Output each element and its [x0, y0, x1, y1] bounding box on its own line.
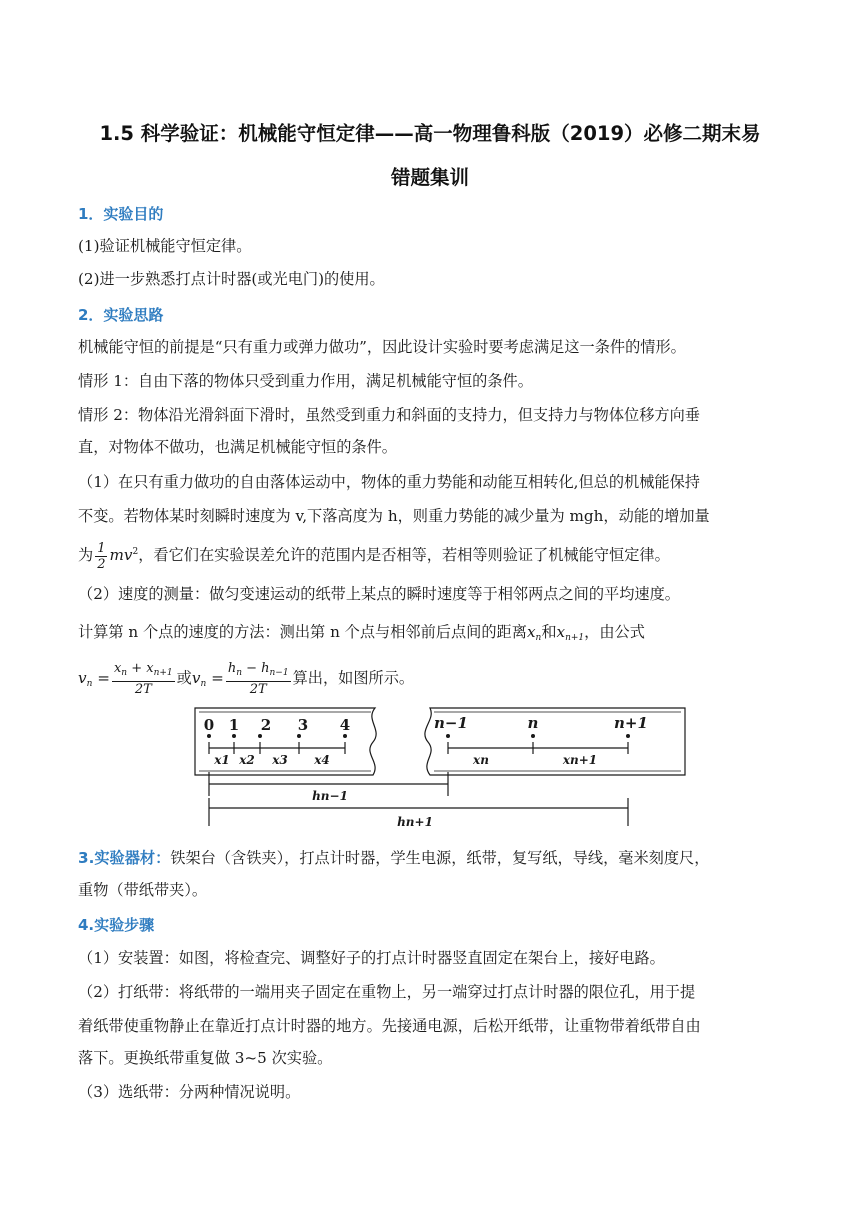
dot-label-2: 2 — [260, 716, 272, 734]
segment-label-x3: x3 — [272, 753, 288, 767]
dot-label-n-plus-1: n+1 — [614, 714, 648, 732]
xn-symbol: $x_n$ — [526, 623, 542, 643]
velocity-formula-line: $v_n$ = $\frac{x_n + x_{n+1}}{2T}$ 或$v_n$ = $\frac{h_n - h_{n-1}}{2T}$ 算出，如图所示。 — [78, 661, 415, 697]
segment-label-x4: x4 — [314, 753, 330, 767]
step-1-text: （1）安装置：如图，将检查完、调整好子的打点计时器竖直固定在架台上，接好电路。 — [78, 949, 665, 967]
section-3-heading: 3.实验器材： — [78, 849, 171, 867]
height-label-h-minus: hn−1 — [312, 789, 348, 803]
step-2-text-continued: 着纸带使重物静止在靠近打点计时器的地方。先接通电源，后松开纸带，让重物带着纸带自由 — [78, 1017, 701, 1035]
section-2-heading: 2．实验思路 — [78, 306, 164, 324]
section-3-line — [78, 848, 709, 868]
velocity-method-suffix: ，由公式 — [584, 623, 645, 641]
vn-formula-1: $v_n$ = — [78, 669, 110, 689]
case-2-text-continued: 直，对物体不做功，也满足机械能守恒的条件。 — [78, 438, 397, 456]
page-title-continued: 错题集训 — [390, 166, 469, 189]
dot-label-1: 1 — [228, 716, 240, 734]
formula-suffix: 算出，如图所示。 — [292, 669, 415, 687]
case-1-text: 情形 1：自由下落的物体只受到重力作用，满足机械能守恒的条件。 — [78, 372, 533, 390]
tape-dots — [207, 734, 630, 738]
velocity-measurement-text: （2）速度的测量：做匀变速运动的纸带上某点的瞬时速度等于相邻两点之间的平均速度。 — [78, 585, 680, 603]
kinetic-energy-line: 为 $\frac{1}{2}$ $mv^2$，看它们在实验误差允许的范围内是否相等，若相等则验证了机械能守恒定律。 — [78, 540, 670, 572]
step-3-text: （3）选纸带：分两种情况说明。 — [78, 1083, 301, 1101]
section-4-heading: 4.实验步骤 — [78, 916, 155, 934]
segment-label-x2: x2 — [239, 753, 255, 767]
dot-label-0: 0 — [203, 716, 215, 734]
section-1-item-1: (1)验证机械能守恒定律。 — [78, 237, 252, 255]
page-title: 1.5 科学验证：机械能守恒定律——高一物理鲁科版（2019）必修二期末易 — [99, 122, 761, 145]
segment-label-xn1: xn+1 — [562, 753, 598, 767]
case-2-text: 情形 2：物体沿光滑斜面下滑时，虽然受到重力和斜面的支持力，但支持力与物体位移方向垂 — [78, 406, 700, 424]
half-mv2-formula: $\frac{1}{2}$ — [97, 540, 106, 572]
dot-label-n-minus-1: n−1 — [434, 714, 468, 732]
kinetic-energy-prefix: 为 — [78, 546, 94, 565]
energy-paragraph-continued: 不变。若物体某时刻瞬时速度为 v,下落高度为 h，则重力势能的减少量为 mgh，动能的增加量 — [78, 507, 710, 525]
section-1-item-2: (2)进一步熟悉打点计时器(或光电门)的使用。 — [78, 270, 385, 288]
segment-label-xn: xn — [473, 753, 489, 767]
dot-label-4: 4 — [339, 716, 351, 734]
height-label-h-plus: hn+1 — [397, 815, 433, 829]
segment-label-x1: x1 — [214, 753, 230, 767]
velocity-method-prefix: 计算第 n 个点的速度的方法：测出第 n 个点与相邻前后点间的距离 — [78, 623, 527, 641]
equipment-list: 铁架台（含铁夹），打点计时器，学生电源，纸带，复写纸，导线，毫米刻度尺， — [170, 849, 710, 867]
and-word: 和 — [541, 623, 557, 641]
equipment-list-continued: 重物（带纸带夹）。 — [78, 881, 208, 899]
section-1-heading: 1．实验目的 — [78, 205, 164, 223]
step-2-text-end: 落下。更换纸带重复做 3~5 次实验。 — [78, 1049, 333, 1067]
or-word: 或 — [176, 669, 192, 687]
section-2-paragraph: 机械能守恒的前提是“只有重力或弹力做功”，因此设计实验时要考虑满足这一条件的情形。 — [78, 338, 686, 356]
energy-paragraph: （1）在只有重力做功的自由落体运动中，物体的重力势能和动能互相转化,但总的机械能保持 — [78, 473, 700, 491]
vn-formula-2: $v_n$ = — [191, 669, 224, 689]
dot-label-3: 3 — [297, 716, 309, 734]
paper-tape-figure — [185, 700, 695, 835]
kinetic-energy-suffix: ，看它们在实验误差允许的范围内是否相等，若相等则验证了机械能守恒定律。 — [138, 546, 670, 565]
dot-label-n: n — [527, 714, 539, 732]
xn1-symbol: $x_{n+1}$ — [556, 623, 585, 643]
velocity-method-line — [78, 622, 645, 648]
step-2-text: （2）打纸带：将纸带的一端用夹子固定在重物上，另一端穿过打点计时器的限位孔，用于提 — [78, 983, 696, 1001]
